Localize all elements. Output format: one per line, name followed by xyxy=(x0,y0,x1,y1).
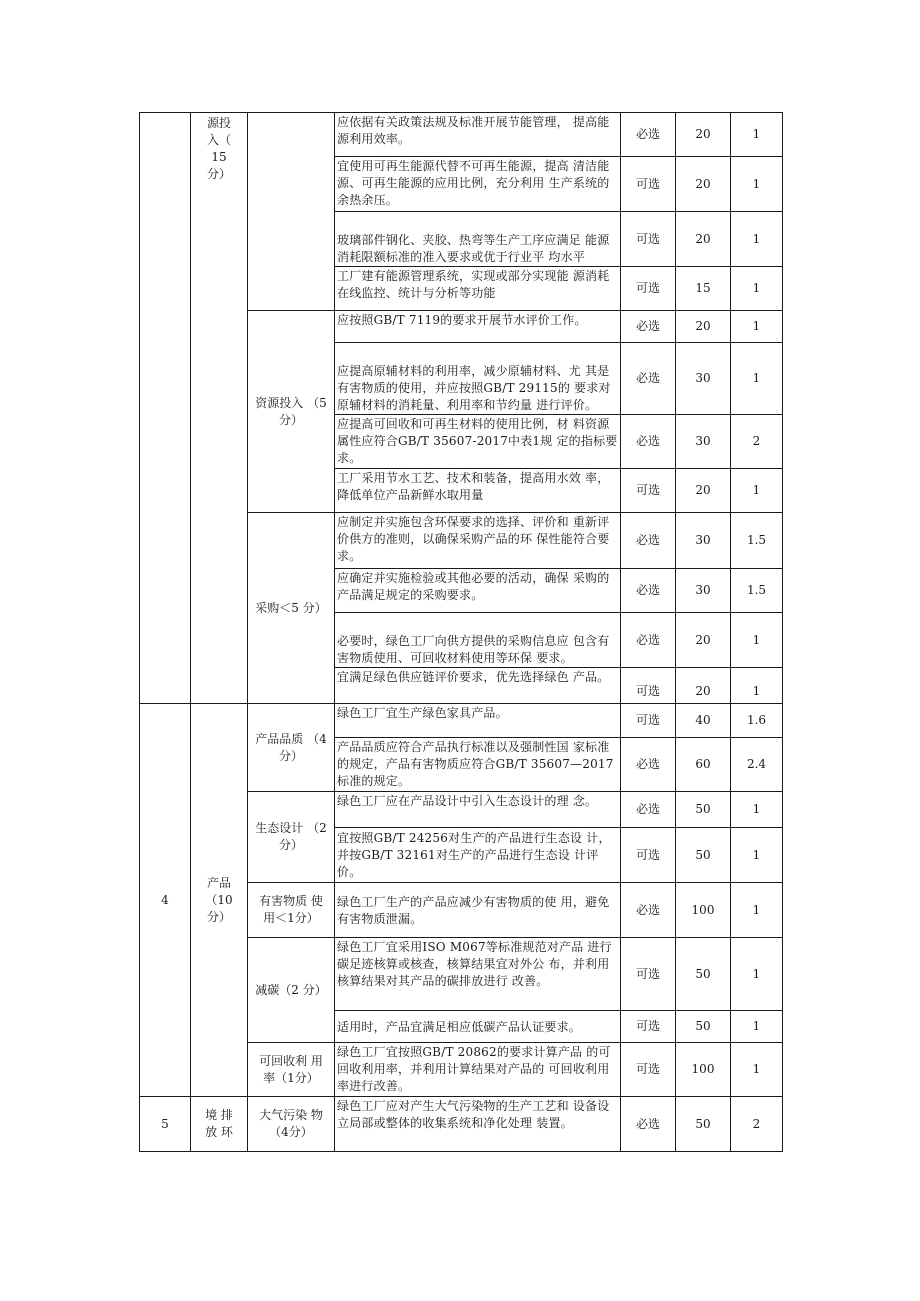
weight-cell: 2 xyxy=(731,1097,783,1152)
requirement-cell: 宜按照GB/T 24256对生产的产品进行生态设 计，并按GB/T 32161对生产的产品进行生态设 计评价。 xyxy=(335,828,621,883)
score-cell: 30 xyxy=(676,343,731,415)
requirement-cell: 绿色工厂应在产品设计中引入生态设计的理 念。 xyxy=(335,792,621,828)
subcategory-recycle: 可回收利 用率（1分） xyxy=(248,1043,335,1097)
subcategory-carbon: 减碳（2 分） xyxy=(248,938,335,1043)
category-product: 产品 （10 分） xyxy=(191,704,248,1097)
score-cell: 30 xyxy=(676,513,731,569)
score-cell: 20 xyxy=(676,157,731,212)
subcategory-blank xyxy=(248,113,335,311)
type-cell: 可选 xyxy=(621,828,676,883)
score-cell: 20 xyxy=(676,311,731,343)
subcategory-purchase: 采购＜5 分） xyxy=(248,513,335,704)
score-cell: 15 xyxy=(676,267,731,311)
score-cell: 50 xyxy=(676,1011,731,1043)
weight-cell: 1 xyxy=(731,343,783,415)
score-cell: 20 xyxy=(676,212,731,267)
weight-cell: 1.6 xyxy=(731,704,783,738)
weight-cell: 1 xyxy=(731,157,783,212)
score-cell: 20 xyxy=(676,613,731,668)
requirement-cell: 应提高原辅材料的利用率，减少原辅材料、尤 其是有害物质的使用，并应按照GB/T 29115的 要求对原辅材料的消耗量、利用率和节约量 进行评价。 xyxy=(335,343,621,415)
requirement-cell: 应按照GB/T 7119的要求开展节水评价工作。 xyxy=(335,311,621,343)
weight-cell: 1 xyxy=(731,828,783,883)
type-cell: 必选 xyxy=(621,569,676,613)
requirement-cell: 绿色工厂宜按照GB/T 20862的要求计算产品 的可回收利用率，并利用计算结果对产品的 可回收利用率进行改善。 xyxy=(335,1043,621,1097)
score-cell: 60 xyxy=(676,738,731,792)
requirement-cell: 绿色工厂应对产生大气污染物的生产工艺和 设备设立局部或整体的收集系统和净化处理 装置。 xyxy=(335,1097,621,1152)
requirement-cell: 适用时，产品宜满足相应低碳产品认证要求。 xyxy=(335,1011,621,1043)
weight-cell: 1 xyxy=(731,311,783,343)
requirement-cell: 工厂采用节水工艺、技术和装备，提高用水效 率，降低单位产品新鲜水取用量 xyxy=(335,469,621,513)
score-cell: 40 xyxy=(676,704,731,738)
evaluation-table xyxy=(139,112,783,1152)
type-cell: 必选 xyxy=(621,738,676,792)
type-cell: 可选 xyxy=(621,1011,676,1043)
weight-cell: 2 xyxy=(731,415,783,469)
type-cell: 必选 xyxy=(621,883,676,938)
type-cell: 可选 xyxy=(621,1043,676,1097)
score-cell: 100 xyxy=(676,883,731,938)
weight-cell: 1 xyxy=(731,938,783,1011)
requirement-cell: 应依据有关政策法规及标准开展节能管理， 提高能源利用效率。 xyxy=(335,113,621,157)
subcategory-eco-design: 生态设计 （2 分） xyxy=(248,792,335,883)
type-cell: 必选 xyxy=(621,113,676,157)
requirement-cell: 工厂建有能源管理系统，实现或部分实现能 源消耗在线监控、统计与分析等功能 xyxy=(335,267,621,311)
weight-cell: 1.5 xyxy=(731,513,783,569)
weight-cell: 1 xyxy=(731,883,783,938)
weight-cell: 1 xyxy=(731,792,783,828)
table-row xyxy=(140,704,783,738)
requirement-cell: 应提高可回收和可再生材料的使用比例，材 料资源属性应符合GB/T 35607-2017中表1规 定的指标要求。 xyxy=(335,415,621,469)
weight-cell: 1 xyxy=(731,267,783,311)
score-cell: 50 xyxy=(676,792,731,828)
type-cell: 必选 xyxy=(621,513,676,569)
requirement-cell: 宜满足绿色供应链评价要求，优先选择绿色 产品。 xyxy=(335,668,621,704)
weight-cell: 1 xyxy=(731,1011,783,1043)
type-cell: 可选 xyxy=(621,668,676,704)
weight-cell: 1.5 xyxy=(731,569,783,613)
requirement-cell: 玻璃部件钢化、夹胶、热弯等生产工序应满足 能源消耗限额标准的准入要求或优于行业平 均水平 xyxy=(335,212,621,267)
type-cell: 可选 xyxy=(621,704,676,738)
requirement-cell: 必要时，绿色工厂向供方提供的采购信息应 包含有害物质使用、可回收材料使用等环保 要求。 xyxy=(335,613,621,668)
seq-cell-blank xyxy=(140,113,191,704)
requirement-cell: 应制定并实施包含环保要求的选择、评价和 重新评价供方的准则，以确保采购产品的环 保性能符合要求。 xyxy=(335,513,621,569)
type-cell: 必选 xyxy=(621,311,676,343)
weight-cell: 1 xyxy=(731,1043,783,1097)
score-cell: 50 xyxy=(676,938,731,1011)
type-cell: 必选 xyxy=(621,1097,676,1152)
type-cell: 必选 xyxy=(621,415,676,469)
type-cell: 必选 xyxy=(621,343,676,415)
requirement-cell: 应确定并实施检验或其他必要的活动，确保 采购的产品满足规定的采购要求。 xyxy=(335,569,621,613)
category-energy: 源投 入（ 15 分） xyxy=(191,113,248,704)
type-cell: 可选 xyxy=(621,157,676,212)
seq-number-5: 5 xyxy=(140,1097,191,1152)
seq-number-4: 4 xyxy=(140,704,191,1097)
subcategory-quality: 产品品质 （4 分） xyxy=(248,704,335,792)
score-cell: 50 xyxy=(676,828,731,883)
subcategory-hazard: 有害物质 使用＜1分） xyxy=(248,883,335,938)
requirement-cell: 宜使用可再生能源代替不可再生能源，提高 清洁能源、可再生能源的应用比例，充分利用 生产系统的余热余压。 xyxy=(335,157,621,212)
type-cell: 可选 xyxy=(621,267,676,311)
weight-cell: 1 xyxy=(731,113,783,157)
score-cell: 20 xyxy=(676,113,731,157)
table-row xyxy=(140,113,783,157)
type-cell: 可选 xyxy=(621,212,676,267)
score-cell: 30 xyxy=(676,569,731,613)
type-cell: 必选 xyxy=(621,792,676,828)
requirement-cell: 绿色工厂宜采用ISO M067等标准规范对产品 进行碳足迹核算或核查，核算结果宜对外公 布，并利用核算结果对其产品的碳排放进行 改善。 xyxy=(335,938,621,1011)
score-cell: 30 xyxy=(676,415,731,469)
weight-cell: 1 xyxy=(731,212,783,267)
type-cell: 可选 xyxy=(621,469,676,513)
type-cell: 可选 xyxy=(621,938,676,1011)
category-environment: 境 排放 环 xyxy=(191,1097,248,1152)
score-cell: 20 xyxy=(676,668,731,704)
subcategory-resource: 资源投入 （5 分） xyxy=(248,311,335,513)
type-cell: 必选 xyxy=(621,613,676,668)
subcategory-air: 大气污染 物（4分） xyxy=(248,1097,335,1152)
table-row xyxy=(140,1097,783,1152)
weight-cell: 2.4 xyxy=(731,738,783,792)
score-cell: 20 xyxy=(676,469,731,513)
requirement-cell: 绿色工厂宜生产绿色家具产品。 xyxy=(335,704,621,738)
score-cell: 100 xyxy=(676,1043,731,1097)
requirement-cell: 产品品质应符合产品执行标准以及强制性国 家标准的规定，产品有害物质应符合GB/T 35607—2017标准的规定。 xyxy=(335,738,621,792)
requirement-cell: 绿色工厂生产的产品应减少有害物质的使 用，避免有害物质泄漏。 xyxy=(335,883,621,938)
weight-cell: 1 xyxy=(731,613,783,668)
score-cell: 50 xyxy=(676,1097,731,1152)
weight-cell: 1 xyxy=(731,469,783,513)
weight-cell: 1 xyxy=(731,668,783,704)
